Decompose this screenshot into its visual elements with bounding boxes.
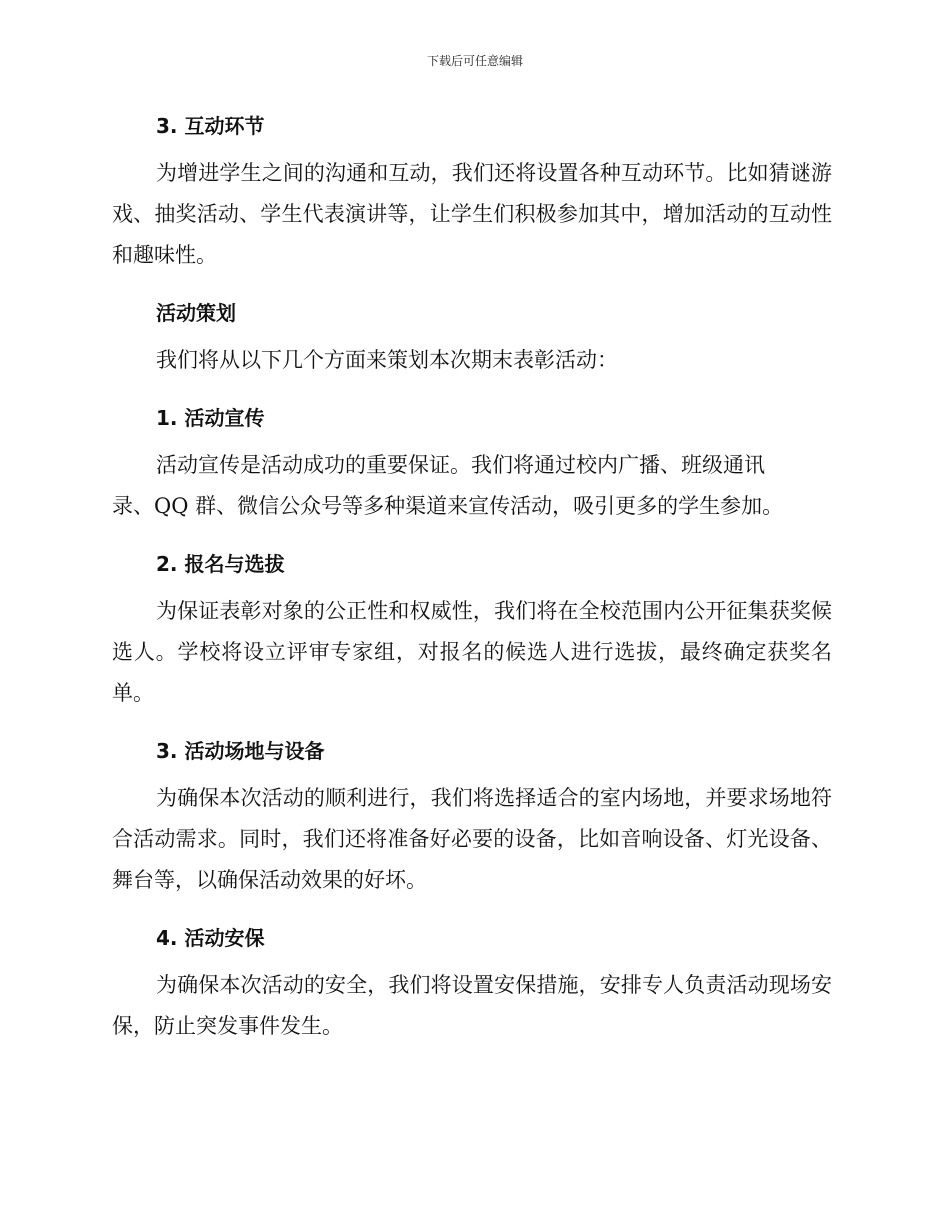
section-paragraph-registration: 为保证表彰对象的公正性和权威性，我们将在全校范围内公开征集获奖候选人。学校将设立评审专家组，对报名的候选人进行选拔，最终确定获奖名单。 — [112, 599, 832, 705]
section-paragraph-interaction: 为增进学生之间的沟通和互动，我们还将设置各种互动环节。比如猜谜游戏、抽奖活动、学生代表演讲等，让学生们积极参加其中，增加活动的互动性和趣味性。 — [112, 161, 832, 267]
page-header: 下载后可任意编辑 — [426, 54, 523, 68]
document-body — [112, 112, 832, 1047]
section-paragraph-venue: 为确保本次活动的顺利进行，我们将选择适合的室内场地，并要求场地符合活动需求。同时，我们还将准备好必要的设备，比如音响设备、灯光设备、舞台等，以确保活动效果的好坏。 — [112, 786, 832, 892]
promotion-line-2: 录、QQ 群、微信公众号等多种渠道来宣传活动，吸引更多的学生参加。 — [112, 494, 784, 518]
section-heading-planning: 活动策划 — [156, 301, 236, 325]
section-heading-interaction: 3. 互动环节 — [156, 114, 265, 138]
section-paragraph-planning: 我们将从以下几个方面来策划本次期末表彰活动： — [156, 348, 618, 372]
section-paragraph-security: 为确保本次活动的安全，我们将设置安保措施，安排专人负责活动现场安保，防止突发事件发生。 — [112, 973, 832, 1038]
section-heading-promotion: 1. 活动宣传 — [156, 406, 265, 430]
promotion-line-1: 活动宣传是活动成功的重要保证。我们将通过校内广播、班级通讯 — [156, 453, 765, 477]
section-heading-security: 4. 活动安保 — [156, 926, 265, 950]
section-paragraph-promotion — [112, 445, 832, 527]
section-heading-registration: 2. 报名与选拔 — [156, 552, 285, 576]
section-heading-venue: 3. 活动场地与设备 — [156, 739, 325, 763]
